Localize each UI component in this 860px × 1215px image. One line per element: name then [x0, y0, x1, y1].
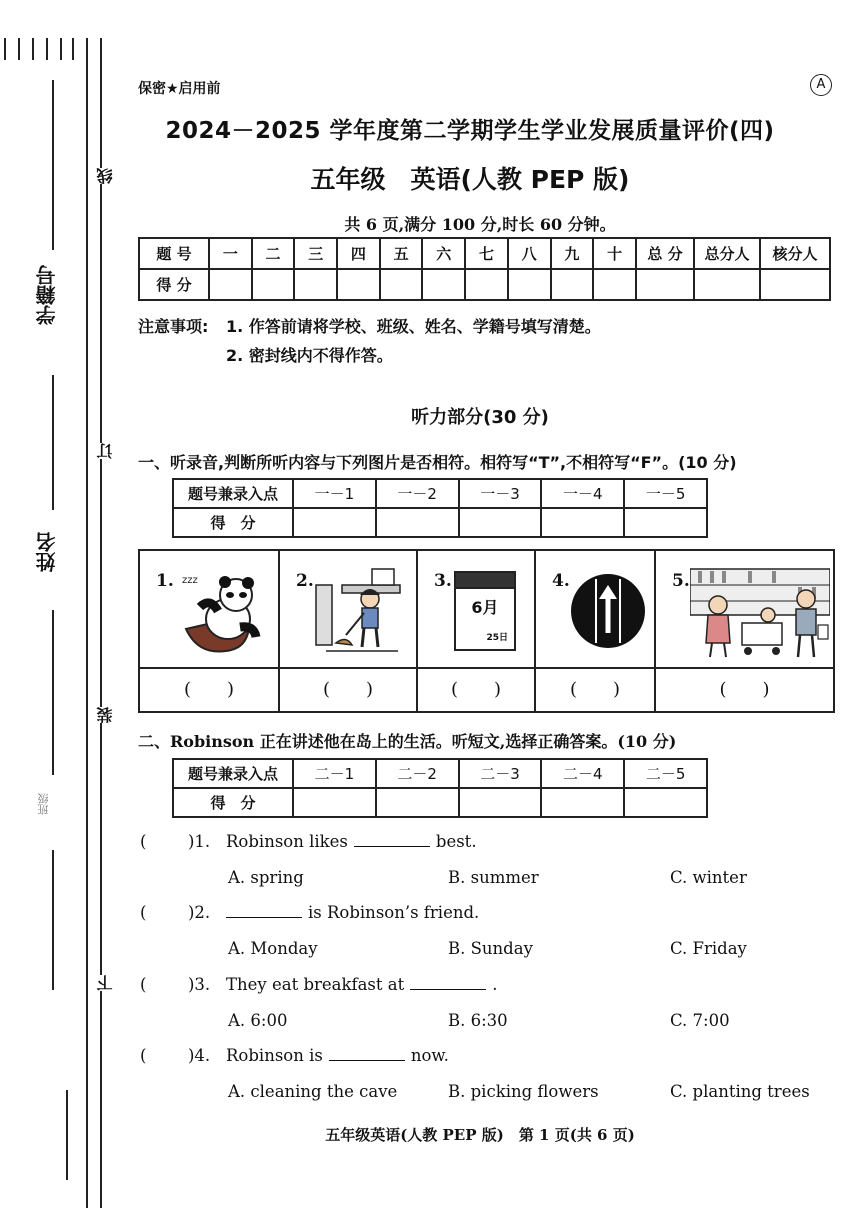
- picture-cell-3: [418, 551, 536, 667]
- question-number: )1.: [188, 832, 211, 851]
- question-pre: Robinson is: [226, 1046, 323, 1065]
- picture-cell-2: [280, 551, 418, 667]
- binding-char-line: 线: [96, 168, 115, 184]
- answer-cell-5[interactable]: ( ): [656, 667, 833, 713]
- question-number: )3.: [188, 975, 211, 994]
- answer-paren[interactable]: (: [140, 903, 147, 922]
- option-c: C. planting trees: [670, 1082, 810, 1101]
- score-head-5: 五: [380, 238, 423, 269]
- score-cell[interactable]: [465, 269, 508, 300]
- answer-cell-4[interactable]: ( ): [536, 667, 656, 713]
- picture-number: 5.: [672, 571, 690, 591]
- confidential-label: 保密★启用前: [138, 81, 221, 97]
- score-cell[interactable]: [252, 269, 295, 300]
- question-post: .: [492, 975, 498, 994]
- score-cell[interactable]: [593, 269, 636, 300]
- entry-cell[interactable]: [376, 788, 459, 817]
- score-head-1: 一: [209, 238, 252, 269]
- picture-cell-4: [536, 551, 656, 667]
- option-a: A. Monday: [228, 939, 318, 958]
- option-b: B. Sunday: [448, 939, 533, 958]
- student-id-label: 学籍号: [35, 265, 59, 325]
- answer-paren[interactable]: (: [140, 832, 147, 851]
- entry-head-label: 题号兼录入点: [173, 479, 293, 508]
- notes-label: 注意事项:: [138, 317, 209, 336]
- score-head-10: 十: [593, 238, 636, 269]
- answer-cell-2[interactable]: ( ): [280, 667, 418, 713]
- score-cell[interactable]: [760, 269, 830, 300]
- entry-head: 一－4: [541, 479, 624, 508]
- entry-cell[interactable]: [541, 508, 624, 537]
- score-cell[interactable]: [636, 269, 694, 300]
- score-head-7: 七: [465, 238, 508, 269]
- version-mark: [810, 74, 832, 96]
- score-head-3: 三: [294, 238, 337, 269]
- class-label: 班级: [37, 793, 50, 815]
- answer-blank: [410, 975, 486, 990]
- question-text: [226, 832, 477, 851]
- score-cell[interactable]: [551, 269, 594, 300]
- answer-paren[interactable]: (: [140, 1046, 147, 1065]
- entry-head-label: 题号兼录入点: [173, 759, 293, 788]
- boy-sweeping-icon: [312, 565, 404, 657]
- score-head-6: 六: [422, 238, 465, 269]
- page-subtitle: 五年级 英语(人教 PEP 版): [310, 165, 630, 194]
- score-head-total: 总 分: [636, 238, 694, 269]
- entry-row-label: 得 分: [173, 788, 293, 817]
- option-c: C. Friday: [670, 939, 747, 958]
- entry-head: 一－3: [459, 479, 542, 508]
- score-head-checker: 核分人: [760, 238, 830, 269]
- entry-cell[interactable]: [376, 508, 459, 537]
- answer-cell-3[interactable]: ( ): [418, 667, 536, 713]
- calendar-day: 25日: [486, 633, 508, 643]
- panda-sleeping-icon: [178, 567, 268, 657]
- note-2: 2. 密封线内不得作答。: [226, 346, 393, 365]
- score-cell[interactable]: [380, 269, 423, 300]
- score-cell[interactable]: [294, 269, 337, 300]
- question-post: is Robinson’s friend.: [308, 903, 480, 922]
- score-head-9: 九: [551, 238, 594, 269]
- entry-head: 二－5: [624, 759, 707, 788]
- entry-cell[interactable]: [293, 508, 376, 537]
- picture-table: [138, 549, 835, 713]
- option-b: B. picking flowers: [448, 1082, 599, 1101]
- score-head-label: 题 号: [139, 238, 209, 269]
- score-cell[interactable]: [422, 269, 465, 300]
- listening-title: 听力部分(30 分): [411, 407, 549, 428]
- answer-paren[interactable]: (: [140, 975, 147, 994]
- note-1: 1. 作答前请将学校、班级、姓名、学籍号填写清楚。: [226, 317, 601, 336]
- question-pre: Robinson likes: [226, 832, 348, 851]
- answer-blank: [354, 832, 430, 847]
- entry-head: 一－1: [293, 479, 376, 508]
- picture-cell-1: [140, 551, 280, 667]
- picture-number: 4.: [552, 571, 570, 591]
- question-pre: They eat breakfast at: [226, 975, 405, 994]
- question-number: )4.: [188, 1046, 211, 1065]
- calendar-month: 6月: [471, 598, 499, 617]
- name-label: 姓名: [35, 532, 59, 572]
- option-a: A. spring: [228, 868, 304, 887]
- question-text: [226, 1046, 449, 1065]
- score-table: [138, 237, 831, 301]
- question-text: [226, 975, 498, 994]
- section1-entry-table: [172, 478, 708, 538]
- option-c: C. winter: [670, 868, 747, 887]
- option-a: A. cleaning the cave: [228, 1082, 398, 1101]
- binding-char-ding: 订: [96, 443, 115, 459]
- score-cell[interactable]: [209, 269, 252, 300]
- question-post: now.: [410, 1046, 449, 1065]
- entry-cell[interactable]: [541, 788, 624, 817]
- score-cell[interactable]: [337, 269, 380, 300]
- answer-cell-1[interactable]: ( ): [140, 667, 280, 713]
- score-head-scorer: 总分人: [694, 238, 760, 269]
- answer-blank: [226, 903, 302, 918]
- score-head-8: 八: [508, 238, 551, 269]
- answer-blank: [329, 1046, 405, 1061]
- binding-char-xia: 下: [96, 975, 115, 991]
- svg-text:zzz: zzz: [182, 575, 198, 586]
- entry-head: 一－5: [624, 479, 707, 508]
- option-c: C. 7:00: [670, 1011, 730, 1030]
- entry-head: 二－3: [459, 759, 542, 788]
- exam-info: 共 6 页,满分 100 分,时长 60 分钟。: [344, 215, 616, 234]
- entry-cell[interactable]: [624, 788, 707, 817]
- score-head-2: 二: [252, 238, 295, 269]
- entry-head: 二－1: [293, 759, 376, 788]
- option-b: B. summer: [448, 868, 539, 887]
- option-b: B. 6:30: [448, 1011, 508, 1030]
- score-cell[interactable]: [694, 269, 760, 300]
- question-post: best.: [435, 832, 477, 851]
- version-mark-letter: A: [816, 77, 826, 92]
- section2-title: 二、Robinson 正在讲述他在岛上的生活。听短文,选择正确答案。(10 分): [138, 732, 677, 751]
- family-shopping-icon: [690, 565, 830, 661]
- entry-cell[interactable]: [624, 508, 707, 537]
- entry-head: 二－2: [376, 759, 459, 788]
- score-head-4: 四: [337, 238, 380, 269]
- binding-char-zhuang: 装: [96, 707, 115, 723]
- entry-cell[interactable]: [293, 788, 376, 817]
- picture-number: 3.: [434, 571, 452, 591]
- picture-number: 2.: [296, 571, 314, 591]
- section2-entry-table: [172, 758, 708, 818]
- question-text: [226, 903, 479, 922]
- one-way-sign-icon: [568, 571, 648, 651]
- page-footer: 五年级英语(人教 PEP 版) 第 1 页(共 6 页): [325, 1126, 635, 1144]
- score-cell[interactable]: [508, 269, 551, 300]
- page-title: 2024－2025 学年度第二学期学生学业发展质量评价(四): [165, 118, 775, 144]
- score-row-label: 得 分: [139, 269, 209, 300]
- section1-title: 一、听录音,判断所听内容与下列图片是否相符。相符写“T”,不相符写“F”。(10 分): [138, 453, 737, 472]
- entry-row-label: 得 分: [173, 508, 293, 537]
- entry-head: 一－2: [376, 479, 459, 508]
- picture-cell-5: [656, 551, 835, 667]
- entry-cell[interactable]: [459, 788, 542, 817]
- entry-head: 二－4: [541, 759, 624, 788]
- entry-cell[interactable]: [459, 508, 542, 537]
- question-number: )2.: [188, 903, 211, 922]
- picture-number: 1.: [156, 571, 174, 591]
- option-a: A. 6:00: [228, 1011, 288, 1030]
- calendar-icon: [454, 571, 516, 651]
